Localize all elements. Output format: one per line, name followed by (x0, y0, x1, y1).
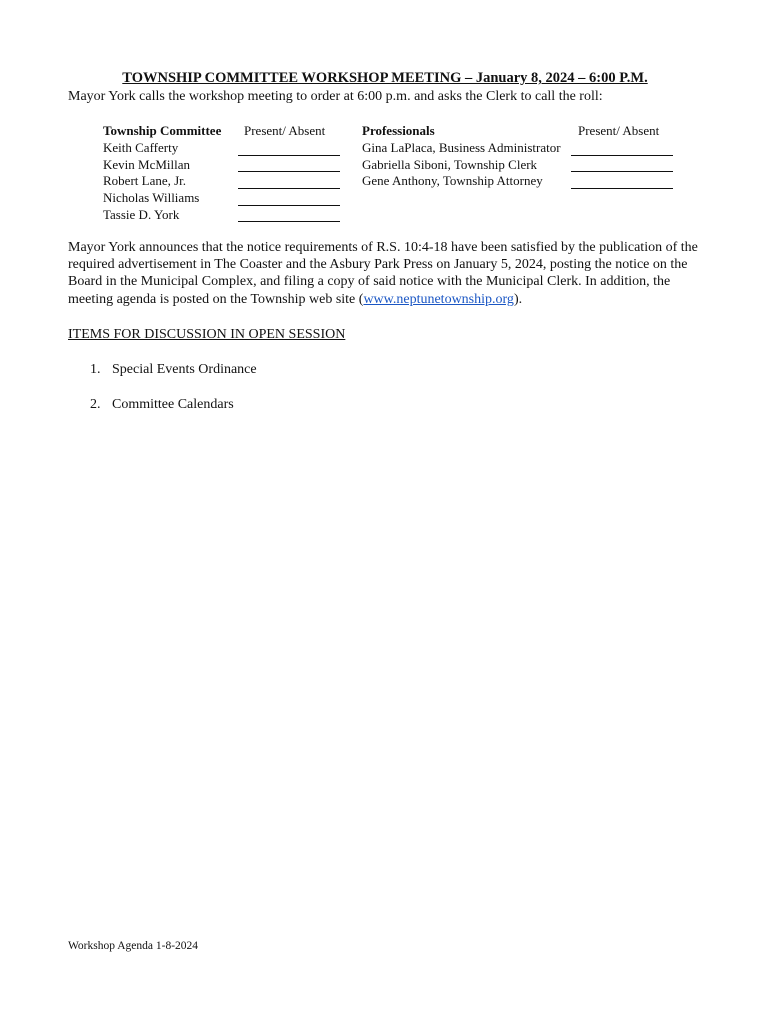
committee-header: Township Committee (103, 123, 222, 138)
attendance-line (571, 188, 673, 189)
committee-member: Robert Lane, Jr. (103, 173, 187, 189)
attendance-line (238, 221, 340, 222)
notice-paragraph (68, 239, 708, 308)
page-title: TOWNSHIP COMMITTEE WORKSHOP MEETING – January 8, 2024 – 6:00 P.M. (122, 70, 648, 86)
attendance-line (238, 155, 340, 156)
committee-member: Tassie D. York (103, 206, 180, 222)
attendance-line (571, 171, 673, 172)
intro-text: Mayor York calls the workshop meeting to order at 6:00 p.m. and asks the Clerk to call the roll: (68, 89, 603, 104)
attendance-line (571, 155, 673, 156)
notice-text: Mayor York announces that the notice requirements of R.S. 10:4-18 have been satisfied by the publication of the required advertisement in The Coaster and the Asbury Park Press on January 5, 2024, posting the notice on the Board in the Municipal Complex, and filing a copy of said notice with the Municipal Clerk. In addition, the meeting agenda is posted on the Township web site ( (68, 240, 698, 307)
notice-text-end: ). (513, 291, 523, 307)
professional-member: Gina LaPlaca, Business Administrator (362, 139, 561, 155)
agenda-item-number: 1. (90, 362, 101, 377)
agenda-item (90, 397, 234, 413)
committee-member: Keith Cafferty (103, 139, 179, 155)
agenda-item-number: 2. (90, 397, 101, 412)
attendance-line (238, 188, 340, 189)
agenda-item (90, 362, 257, 378)
professional-member: Gene Anthony, Township Attorney (362, 173, 543, 189)
committee-member: Nicholas Williams (103, 190, 200, 206)
attendance-line (238, 205, 340, 206)
township-website-link[interactable]: www.neptunetownship.org (363, 291, 514, 307)
professional-member: Gabriella Siboni, Township Clerk (362, 156, 538, 172)
committee-column (103, 123, 221, 224)
committee-member: Kevin McMillan (103, 156, 191, 172)
agenda-item-label: Committee Calendars (112, 397, 234, 412)
attendance-line (238, 171, 340, 172)
professionals-column (362, 123, 561, 190)
section-heading: ITEMS FOR DISCUSSION IN OPEN SESSION (68, 327, 346, 342)
page-footer: Workshop Agenda 1-8-2024 (68, 940, 199, 952)
committee-status-header: Present/ Absent (244, 123, 326, 138)
agenda-item-label: Special Events Ordinance (112, 362, 257, 377)
professionals-status-header: Present/ Absent (578, 123, 660, 138)
professionals-header: Professionals (362, 123, 435, 138)
